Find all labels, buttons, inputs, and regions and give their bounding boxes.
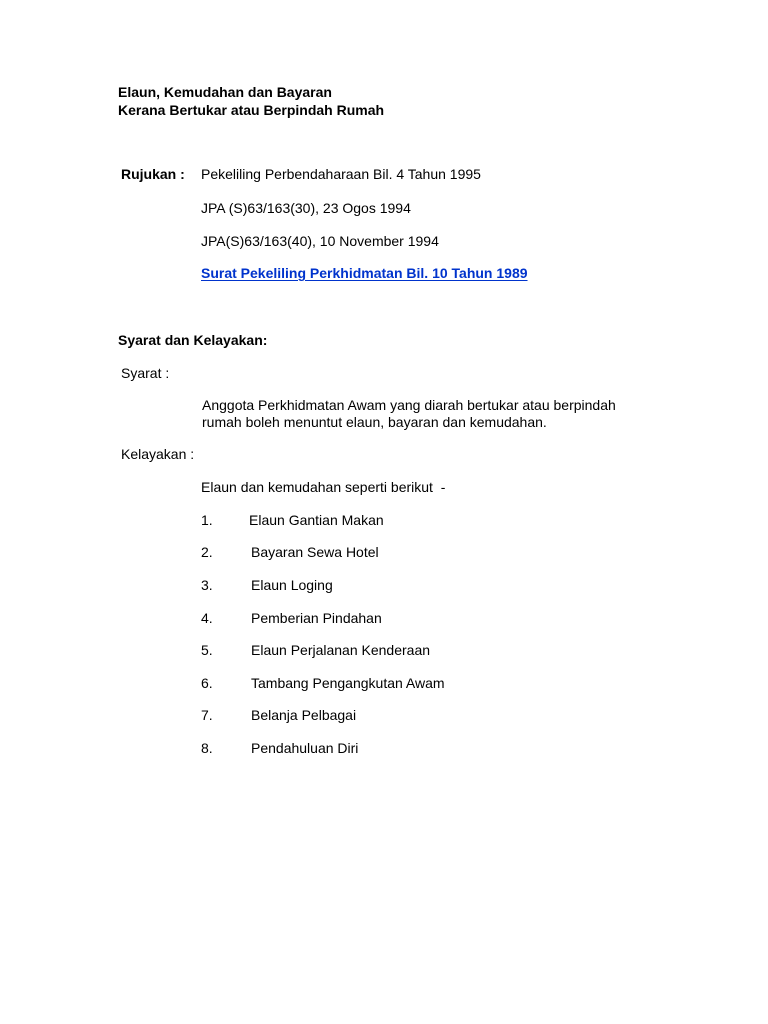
list-item-label: Tambang Pengangkutan Awam: [251, 675, 445, 691]
list-item-number: 5.: [201, 642, 213, 658]
list-item-label: Belanja Pelbagai: [251, 707, 357, 723]
list-item-label: Elaun Loging: [251, 577, 333, 593]
reference-2: JPA (S)63/163(30), 23 Ogos 1994: [201, 200, 411, 216]
list-item-number: 1.: [201, 512, 213, 528]
list-item-label: Pemberian Pindahan: [251, 610, 382, 626]
document-title-line2: Kerana Bertukar atau Berpindah Rumah: [118, 102, 385, 118]
syarat-text: Anggota Perkhidmatan Awam yang diarah bertukar atau berpindah rumah boleh menuntut elaun, bayaran dan kemudahan.: [202, 397, 616, 430]
list-item-label: Elaun Gantian Makan: [249, 512, 384, 528]
reference-link-surat-pekeliling[interactable]: Surat Pekeliling Perkhidmatan Bil. 10 Tahun 1989: [201, 265, 528, 281]
document-title-line1: Elaun, Kemudahan dan Bayaran: [118, 84, 332, 100]
list-item-number: 8.: [201, 740, 213, 756]
reference-3: JPA(S)63/163(40), 10 November 1994: [201, 233, 439, 249]
reference-1: Pekeliling Perbendaharaan Bil. 4 Tahun 1995: [201, 166, 481, 182]
rujukan-label: Rujukan :: [121, 166, 185, 182]
list-item-number: 4.: [201, 610, 213, 626]
list-item-number: 2.: [201, 544, 213, 560]
list-item-number: 6.: [201, 675, 213, 691]
kelayakan-intro: Elaun dan kemudahan seperti berikut -: [201, 479, 446, 495]
list-item-label: Pendahuluan Diri: [251, 740, 359, 756]
list-item-label: Elaun Perjalanan Kenderaan: [251, 642, 431, 658]
syarat-kelayakan-heading: Syarat dan Kelayakan:: [118, 332, 268, 348]
kelayakan-label: Kelayakan :: [121, 446, 195, 462]
list-item-label: Bayaran Sewa Hotel: [251, 544, 379, 560]
list-item-number: 7.: [201, 707, 213, 723]
syarat-label: Syarat :: [121, 365, 170, 381]
list-item-number: 3.: [201, 577, 213, 593]
